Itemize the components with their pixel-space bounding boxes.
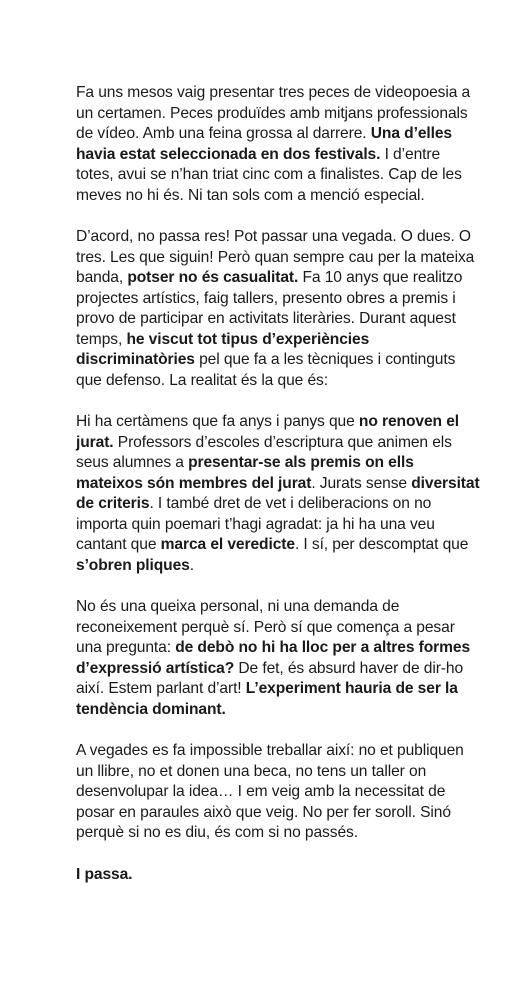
emphasis-text: diversitat de criteris [76, 474, 480, 512]
paragraph-3 [76, 412, 481, 576]
body-text: De fet, és absurd haver de dir-ho així. Estem parlant d’art! [76, 659, 464, 697]
paragraph-1 [76, 83, 481, 206]
emphasis-text: he viscut tot tipus d’experiències discriminatòries [76, 330, 370, 368]
paragraph-5 [76, 741, 481, 844]
body-text: pel que fa a les tècniques i continguts que defenso. La realitat és la que és: [76, 351, 456, 389]
body-text: D’acord, no passa res! Pot passar una vegada. O dues. O tres. Les que siguin! Però quan sempre cau per la mateixa banda, [76, 228, 475, 286]
body-text: A vegades es fa impossible treballar així: no et publiquen un llibre, no et donen una beca, no tens un taller on desenvolupar la idea… I em veig amb la necessitat de posar en paraules això que veig. No per fer soroll. Sinó perquè si no es diu, és com si no passés. [76, 742, 464, 841]
body-text: Fa uns mesos vaig presentar tres peces de videopoesia a un certamen. Peces produïdes amb mitjans professionals de vídeo. Amb una feina grossa al darrere. [76, 84, 471, 142]
emphasis-text: de debò no hi ha lloc per a altres formes d’expressió artística? [76, 639, 471, 677]
body-text: I d’entre totes, avui se n’han triat cinc com a finalistes. Cap de les meves no hi és. Ni tan sols com a menció especial. [76, 145, 462, 204]
emphasis-text: presentar-se als premis on ells mateixos són membres del jurat [76, 454, 414, 492]
body-text: . Jurats sense [311, 474, 412, 492]
body-text: . [189, 556, 194, 574]
emphasis-text: s’obren pliques [76, 556, 190, 574]
body-text: Professors d’escoles d’escriptura que animen els seus alumnes a [76, 433, 452, 471]
body-text: No és una queixa personal, ni una demanda de reconeixement perquè sí. Però sí que comença a pesar una pregunta: [76, 598, 455, 656]
emphasis-text: L’experiment hauria de ser la tendència dominant. [76, 680, 458, 718]
emphasis-text: potser no és casualitat. [127, 269, 299, 286]
paragraph-2 [76, 227, 481, 391]
emphasis-text: Una d’elles havia estat seleccionada en dos festivals. [76, 125, 452, 163]
body-text: Hi ha certàmens que fa anys i panys que [76, 413, 359, 430]
paragraph-4 [76, 597, 481, 720]
body-text: Fa 10 anys que realitzo projectes artístics, faig tallers, presento obres a premis i provo de participar en activitats literàries. Durant aquest temps, [76, 269, 463, 348]
closing-line [76, 865, 481, 886]
emphasis-text: no renoven el jurat. [76, 413, 460, 451]
emphasis-text: marca el veredicte [160, 536, 295, 553]
emphasis-text: I passa. [76, 865, 133, 883]
body-text: . I també dret de vet i deliberacions on no importa quin poemari t’hagi agradat: ja hi ha una veu cantant que [76, 495, 435, 553]
body-text: . I sí, per descomptat que [294, 536, 469, 553]
